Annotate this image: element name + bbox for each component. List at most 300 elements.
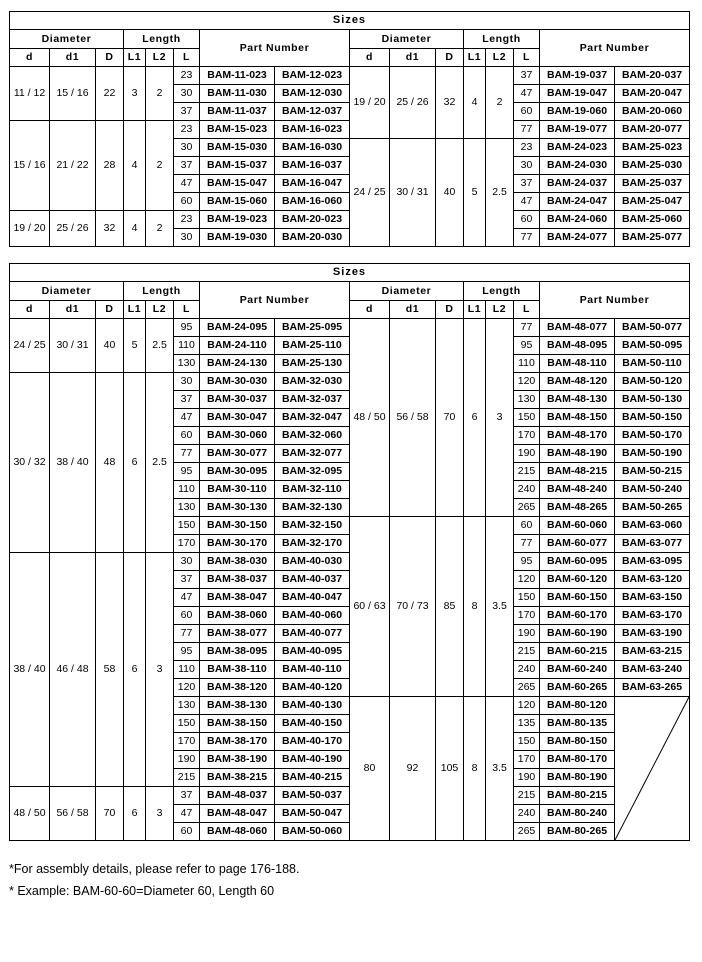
part-number: BAM-48-265 xyxy=(540,499,615,517)
length-l: 77 xyxy=(514,121,540,139)
part-number: BAM-50-170 xyxy=(615,427,690,445)
part-number: BAM-50-215 xyxy=(615,463,690,481)
length-l: 110 xyxy=(514,355,540,373)
col-header-l2: L2 xyxy=(486,301,514,319)
part-number: BAM-40-047 xyxy=(275,589,350,607)
part-number: BAM-30-150 xyxy=(200,517,275,535)
part-number: BAM-24-110 xyxy=(200,337,275,355)
length-l: 47 xyxy=(174,589,200,607)
col-header-l2: L2 xyxy=(486,49,514,67)
diameter-d1: 30 / 31 xyxy=(50,319,96,373)
diameter-header: Diameter xyxy=(350,282,464,301)
diameter-d1: 56 / 58 xyxy=(390,319,436,517)
diameter-D: 40 xyxy=(96,319,124,373)
diameter-d1: 15 / 16 xyxy=(50,67,96,121)
part-number: BAM-60-170 xyxy=(540,607,615,625)
part-number: BAM-48-215 xyxy=(540,463,615,481)
length-l: 265 xyxy=(514,499,540,517)
part-number: BAM-63-240 xyxy=(615,661,690,679)
part-number: BAM-63-215 xyxy=(615,643,690,661)
part-number: BAM-60-190 xyxy=(540,625,615,643)
diameter-d: 11 / 12 xyxy=(10,67,50,121)
col-header-d: D xyxy=(96,49,124,67)
length-l: 30 xyxy=(514,157,540,175)
length-l: 30 xyxy=(174,373,200,391)
length-l1: 3 xyxy=(124,67,146,121)
part-number: BAM-25-110 xyxy=(275,337,350,355)
col-header-l: L xyxy=(514,49,540,67)
diameter-D: 58 xyxy=(96,553,124,787)
diameter-d: 30 / 32 xyxy=(10,373,50,553)
length-l2: 2.5 xyxy=(146,373,174,553)
length-l: 47 xyxy=(174,409,200,427)
part-number: BAM-48-190 xyxy=(540,445,615,463)
length-l: 60 xyxy=(174,823,200,841)
part-number: BAM-16-060 xyxy=(275,193,350,211)
part-number: BAM-30-077 xyxy=(200,445,275,463)
part-number: BAM-38-077 xyxy=(200,625,275,643)
length-l: 30 xyxy=(174,139,200,157)
diameter-d1: 25 / 26 xyxy=(390,67,436,139)
diameter-D: 85 xyxy=(436,517,464,697)
part-number: BAM-40-110 xyxy=(275,661,350,679)
length-l: 60 xyxy=(514,211,540,229)
part-number: BAM-40-077 xyxy=(275,625,350,643)
length-l: 150 xyxy=(174,517,200,535)
part-number: BAM-80-265 xyxy=(540,823,615,841)
length-l: 240 xyxy=(514,481,540,499)
length-l: 150 xyxy=(174,715,200,733)
length-l: 77 xyxy=(174,445,200,463)
part-number: BAM-63-265 xyxy=(615,679,690,697)
diameter-header: Diameter xyxy=(10,30,124,49)
length-l: 150 xyxy=(514,733,540,751)
part-number: BAM-20-037 xyxy=(615,67,690,85)
length-l: 77 xyxy=(514,535,540,553)
part-number: BAM-24-037 xyxy=(540,175,615,193)
part-number: BAM-40-120 xyxy=(275,679,350,697)
part-number: BAM-38-130 xyxy=(200,697,275,715)
length-l: 23 xyxy=(174,121,200,139)
part-number: BAM-38-037 xyxy=(200,571,275,589)
part-number: BAM-48-077 xyxy=(540,319,615,337)
part-number: BAM-40-095 xyxy=(275,643,350,661)
part-number: BAM-32-150 xyxy=(275,517,350,535)
diameter-d1: 25 / 26 xyxy=(50,211,96,247)
length-l: 190 xyxy=(514,625,540,643)
length-l1: 6 xyxy=(124,373,146,553)
diameter-d: 48 / 50 xyxy=(10,787,50,841)
part-number: BAM-40-190 xyxy=(275,751,350,769)
length-l1: 4 xyxy=(124,211,146,247)
col-header-d: D xyxy=(436,49,464,67)
part-number: BAM-60-077 xyxy=(540,535,615,553)
part-number: BAM-38-110 xyxy=(200,661,275,679)
part-number: BAM-32-110 xyxy=(275,481,350,499)
part-number: BAM-48-130 xyxy=(540,391,615,409)
length-l: 37 xyxy=(174,787,200,805)
diameter-D: 32 xyxy=(96,211,124,247)
length-l2: 3 xyxy=(146,553,174,787)
diameter-d1: 38 / 40 xyxy=(50,373,96,553)
length-l: 77 xyxy=(174,625,200,643)
col-header-l2: L2 xyxy=(146,49,174,67)
length-l: 60 xyxy=(174,193,200,211)
length-l2: 3.5 xyxy=(486,517,514,697)
length-l1: 6 xyxy=(124,787,146,841)
part-number: BAM-48-120 xyxy=(540,373,615,391)
length-l: 110 xyxy=(174,661,200,679)
length-l2: 2 xyxy=(146,67,174,121)
diameter-d1: 70 / 73 xyxy=(390,517,436,697)
part-number: BAM-50-240 xyxy=(615,481,690,499)
col-header-l1: L1 xyxy=(124,49,146,67)
part-number: BAM-19-047 xyxy=(540,85,615,103)
part-number: BAM-32-060 xyxy=(275,427,350,445)
diameter-d1: 46 / 48 xyxy=(50,553,96,787)
part-number: BAM-63-060 xyxy=(615,517,690,535)
length-l: 37 xyxy=(174,103,200,121)
col-header-d: d xyxy=(350,49,390,67)
part-number: BAM-19-023 xyxy=(200,211,275,229)
col-header-d: D xyxy=(96,301,124,319)
part-number: BAM-50-120 xyxy=(615,373,690,391)
diameter-d1: 30 / 31 xyxy=(390,139,436,247)
part-number: BAM-20-023 xyxy=(275,211,350,229)
length-l1: 8 xyxy=(464,517,486,697)
part-number: BAM-50-037 xyxy=(275,787,350,805)
col-header-d: d xyxy=(350,301,390,319)
part-number: BAM-50-095 xyxy=(615,337,690,355)
length-l: 265 xyxy=(514,823,540,841)
part-number: BAM-50-265 xyxy=(615,499,690,517)
length-l: 170 xyxy=(174,733,200,751)
part-number: BAM-30-037 xyxy=(200,391,275,409)
part-number: BAM-24-095 xyxy=(200,319,275,337)
length-l: 37 xyxy=(174,571,200,589)
length-l2: 3.5 xyxy=(486,697,514,841)
empty-diagonal-cell xyxy=(615,697,690,841)
part-number: BAM-80-150 xyxy=(540,733,615,751)
length-l1: 5 xyxy=(464,139,486,247)
part-number: BAM-38-047 xyxy=(200,589,275,607)
length-header: Length xyxy=(464,282,540,301)
part-number: BAM-15-037 xyxy=(200,157,275,175)
length-l: 120 xyxy=(514,373,540,391)
length-l: 60 xyxy=(514,103,540,121)
diameter-header: Diameter xyxy=(10,282,124,301)
part-number: BAM-80-190 xyxy=(540,769,615,787)
col-header-d: d xyxy=(10,301,50,319)
part-number: BAM-80-120 xyxy=(540,697,615,715)
length-l2: 3 xyxy=(146,787,174,841)
length-l: 110 xyxy=(174,337,200,355)
part-number: BAM-25-030 xyxy=(615,157,690,175)
diameter-d: 19 / 20 xyxy=(10,211,50,247)
part-number: BAM-24-077 xyxy=(540,229,615,247)
part-number: BAM-50-047 xyxy=(275,805,350,823)
part-number: BAM-24-047 xyxy=(540,193,615,211)
length-l: 150 xyxy=(514,589,540,607)
diameter-d: 60 / 63 xyxy=(350,517,390,697)
part-number-header: Part Number xyxy=(200,282,350,319)
part-number: BAM-15-060 xyxy=(200,193,275,211)
part-number: BAM-20-077 xyxy=(615,121,690,139)
length-l: 130 xyxy=(514,391,540,409)
part-number: BAM-80-215 xyxy=(540,787,615,805)
length-l: 130 xyxy=(174,355,200,373)
length-l1: 6 xyxy=(124,553,146,787)
part-number: BAM-30-130 xyxy=(200,499,275,517)
col-header-d1: d1 xyxy=(390,49,436,67)
col-header-l1: L1 xyxy=(124,301,146,319)
diameter-D: 48 xyxy=(96,373,124,553)
diameter-D: 40 xyxy=(436,139,464,247)
part-number: BAM-12-030 xyxy=(275,85,350,103)
part-number: BAM-32-030 xyxy=(275,373,350,391)
diameter-d: 24 / 25 xyxy=(350,139,390,247)
diameter-d: 48 / 50 xyxy=(350,319,390,517)
part-number: BAM-38-030 xyxy=(200,553,275,571)
length-l: 30 xyxy=(174,229,200,247)
length-l: 23 xyxy=(514,139,540,157)
length-l2: 2 xyxy=(146,211,174,247)
col-header-d: d xyxy=(10,49,50,67)
length-l: 190 xyxy=(514,769,540,787)
part-number: BAM-30-047 xyxy=(200,409,275,427)
length-l: 215 xyxy=(514,643,540,661)
part-number-header: Part Number xyxy=(540,30,690,67)
length-l: 150 xyxy=(514,409,540,427)
length-l: 120 xyxy=(514,697,540,715)
part-number: BAM-48-095 xyxy=(540,337,615,355)
diameter-D: 28 xyxy=(96,121,124,211)
length-l: 170 xyxy=(514,607,540,625)
length-l: 120 xyxy=(174,679,200,697)
length-l: 77 xyxy=(514,229,540,247)
diameter-d1: 92 xyxy=(390,697,436,841)
part-number: BAM-25-047 xyxy=(615,193,690,211)
length-l: 120 xyxy=(514,571,540,589)
part-number: BAM-60-240 xyxy=(540,661,615,679)
part-number-header: Part Number xyxy=(200,30,350,67)
part-number: BAM-25-060 xyxy=(615,211,690,229)
col-header-l2: L2 xyxy=(146,301,174,319)
diameter-d1: 56 / 58 xyxy=(50,787,96,841)
length-l: 37 xyxy=(514,67,540,85)
part-number: BAM-60-060 xyxy=(540,517,615,535)
part-number: BAM-25-023 xyxy=(615,139,690,157)
part-number: BAM-30-095 xyxy=(200,463,275,481)
length-l: 215 xyxy=(514,787,540,805)
diameter-D: 32 xyxy=(436,67,464,139)
part-number: BAM-50-130 xyxy=(615,391,690,409)
part-number: BAM-63-190 xyxy=(615,625,690,643)
length-l1: 8 xyxy=(464,697,486,841)
table-title: Sizes xyxy=(10,12,690,30)
part-number: BAM-11-037 xyxy=(200,103,275,121)
col-header-l: L xyxy=(514,301,540,319)
part-number: BAM-50-150 xyxy=(615,409,690,427)
example-note: * Example: BAM-60-60=Diameter 60, Length 60 xyxy=(9,884,275,898)
length-l2: 2.5 xyxy=(146,319,174,373)
part-number: BAM-30-030 xyxy=(200,373,275,391)
length-l2: 2.5 xyxy=(486,139,514,247)
length-l2: 2 xyxy=(486,67,514,139)
diameter-D: 105 xyxy=(436,697,464,841)
part-number: BAM-50-077 xyxy=(615,319,690,337)
length-l: 60 xyxy=(174,607,200,625)
part-number: BAM-40-215 xyxy=(275,769,350,787)
assembly-note: *For assembly details, please refer to page 176-188. xyxy=(9,862,300,876)
length-l: 130 xyxy=(174,697,200,715)
part-number: BAM-32-095 xyxy=(275,463,350,481)
part-number: BAM-16-047 xyxy=(275,175,350,193)
part-number: BAM-32-077 xyxy=(275,445,350,463)
part-number: BAM-63-170 xyxy=(615,607,690,625)
part-number: BAM-60-095 xyxy=(540,553,615,571)
length-l1: 4 xyxy=(464,67,486,139)
diameter-d: 19 / 20 xyxy=(350,67,390,139)
diameter-header: Diameter xyxy=(350,30,464,49)
length-l1: 4 xyxy=(124,121,146,211)
part-number: BAM-48-060 xyxy=(200,823,275,841)
length-header: Length xyxy=(464,30,540,49)
part-number: BAM-30-170 xyxy=(200,535,275,553)
length-l: 47 xyxy=(174,805,200,823)
diameter-d1: 21 / 22 xyxy=(50,121,96,211)
part-number: BAM-60-215 xyxy=(540,643,615,661)
length-l2: 3 xyxy=(486,319,514,517)
length-l: 77 xyxy=(514,319,540,337)
length-l: 190 xyxy=(174,751,200,769)
part-number: BAM-80-135 xyxy=(540,715,615,733)
sizes-table-1 xyxy=(9,11,690,247)
part-number: BAM-38-150 xyxy=(200,715,275,733)
part-number: BAM-20-047 xyxy=(615,85,690,103)
part-number: BAM-25-095 xyxy=(275,319,350,337)
part-number: BAM-48-047 xyxy=(200,805,275,823)
length-l: 23 xyxy=(174,211,200,229)
part-number: BAM-60-120 xyxy=(540,571,615,589)
length-l: 30 xyxy=(174,85,200,103)
length-l: 170 xyxy=(514,427,540,445)
length-l: 47 xyxy=(174,175,200,193)
length-l: 95 xyxy=(514,337,540,355)
part-number: BAM-40-030 xyxy=(275,553,350,571)
part-number: BAM-25-037 xyxy=(615,175,690,193)
part-number: BAM-24-130 xyxy=(200,355,275,373)
part-number: BAM-63-095 xyxy=(615,553,690,571)
part-number: BAM-16-030 xyxy=(275,139,350,157)
part-number: BAM-25-077 xyxy=(615,229,690,247)
part-number: BAM-32-047 xyxy=(275,409,350,427)
col-header-l1: L1 xyxy=(464,301,486,319)
col-header-l: L xyxy=(174,49,200,67)
length-l1: 5 xyxy=(124,319,146,373)
length-l: 95 xyxy=(514,553,540,571)
part-number: BAM-63-077 xyxy=(615,535,690,553)
length-l: 95 xyxy=(174,643,200,661)
part-number: BAM-38-095 xyxy=(200,643,275,661)
part-number: BAM-30-110 xyxy=(200,481,275,499)
length-l: 37 xyxy=(174,157,200,175)
part-number: BAM-38-170 xyxy=(200,733,275,751)
length-l: 110 xyxy=(174,481,200,499)
part-number: BAM-40-150 xyxy=(275,715,350,733)
col-header-d1: d1 xyxy=(50,49,96,67)
part-number: BAM-32-037 xyxy=(275,391,350,409)
length-l: 240 xyxy=(514,805,540,823)
part-number: BAM-80-170 xyxy=(540,751,615,769)
part-number: BAM-15-030 xyxy=(200,139,275,157)
part-number: BAM-63-120 xyxy=(615,571,690,589)
part-number: BAM-15-023 xyxy=(200,121,275,139)
part-number: BAM-48-150 xyxy=(540,409,615,427)
part-number: BAM-16-023 xyxy=(275,121,350,139)
part-number: BAM-12-023 xyxy=(275,67,350,85)
col-header-d1: d1 xyxy=(50,301,96,319)
length-l: 47 xyxy=(514,85,540,103)
length-header: Length xyxy=(124,30,200,49)
part-number: BAM-32-130 xyxy=(275,499,350,517)
table-row xyxy=(10,319,690,337)
length-l: 240 xyxy=(514,661,540,679)
part-number: BAM-19-060 xyxy=(540,103,615,121)
length-l2: 2 xyxy=(146,121,174,211)
col-header-l1: L1 xyxy=(464,49,486,67)
part-number: BAM-38-060 xyxy=(200,607,275,625)
length-l: 170 xyxy=(514,751,540,769)
part-number: BAM-38-215 xyxy=(200,769,275,787)
length-header: Length xyxy=(124,282,200,301)
part-number: BAM-19-030 xyxy=(200,229,275,247)
part-number: BAM-11-023 xyxy=(200,67,275,85)
sizes-table-2 xyxy=(9,263,690,841)
diameter-D: 70 xyxy=(436,319,464,517)
length-l: 60 xyxy=(514,517,540,535)
part-number: BAM-11-030 xyxy=(200,85,275,103)
part-number: BAM-40-037 xyxy=(275,571,350,589)
length-l: 60 xyxy=(174,427,200,445)
part-number: BAM-20-030 xyxy=(275,229,350,247)
part-number: BAM-25-130 xyxy=(275,355,350,373)
length-l: 130 xyxy=(174,499,200,517)
length-l: 170 xyxy=(174,535,200,553)
diameter-d: 80 xyxy=(350,697,390,841)
length-l: 215 xyxy=(174,769,200,787)
length-l: 215 xyxy=(514,463,540,481)
length-l: 37 xyxy=(514,175,540,193)
length-l: 95 xyxy=(174,319,200,337)
part-number: BAM-50-060 xyxy=(275,823,350,841)
col-header-d: D xyxy=(436,301,464,319)
col-header-d1: d1 xyxy=(390,301,436,319)
part-number-header: Part Number xyxy=(540,282,690,319)
length-l: 265 xyxy=(514,679,540,697)
length-l: 23 xyxy=(174,67,200,85)
part-number: BAM-30-060 xyxy=(200,427,275,445)
length-l: 95 xyxy=(174,463,200,481)
part-number: BAM-16-037 xyxy=(275,157,350,175)
table-title: Sizes xyxy=(10,264,690,282)
part-number: BAM-24-060 xyxy=(540,211,615,229)
length-l: 37 xyxy=(174,391,200,409)
part-number: BAM-60-150 xyxy=(540,589,615,607)
part-number: BAM-40-130 xyxy=(275,697,350,715)
diameter-d: 15 / 16 xyxy=(10,121,50,211)
part-number: BAM-32-170 xyxy=(275,535,350,553)
